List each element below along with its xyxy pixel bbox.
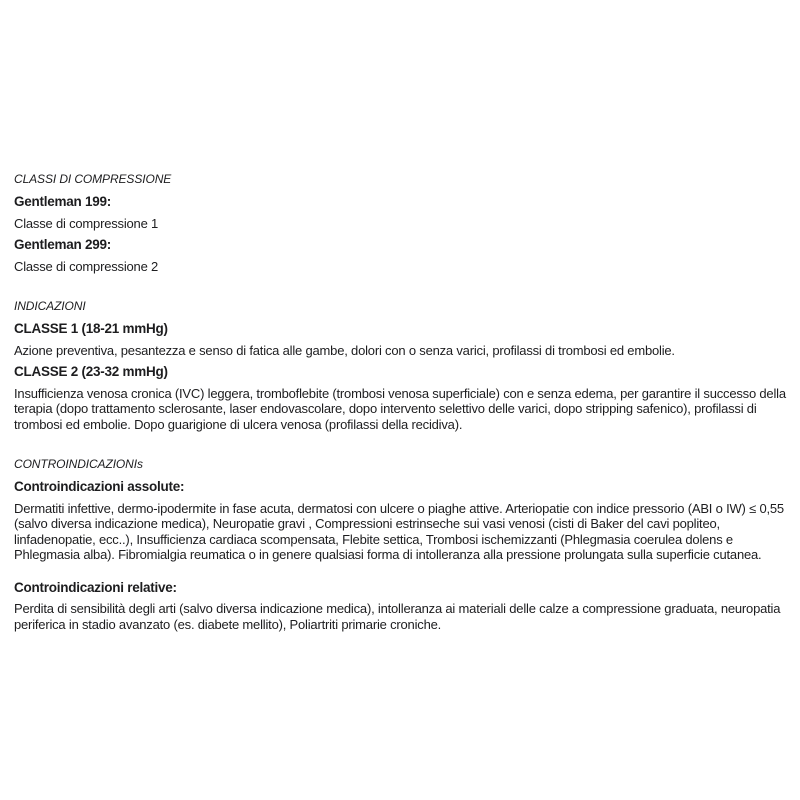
absolute-contraindications-description: Dermatiti infettive, dermo-ipodermite in fase acuta, dermatosi con ulcere o piaghe attive. Arteriopatie con indice pressorio (ABI o IW) ≤ 0,55 (salvo diversa indicazione medica), Neuropatie gravi , Compressioni estrinseche sui vasi venosi (cisti di Baker del cavi popliteo, linfadenopatie, ecc..), Insufficienza cardiaca scompensata, Flebite settica, Trombosi ischemizzanti (Phlegmasia coerulea dolens e Phlegmasia alba). Fibromialgia reumatica o in genere qualsiasi forma di intolleranza alla pressione prolungata sulla superficie cutanea. [14, 500, 784, 562]
relative-contraindications-label: Controindicazioni relative: [14, 579, 177, 595]
relative-contraindications-description: Perdita di sensibilità degli arti (salvo diversa indicazione medica), intolleranza ai materiali delle calze a compressione graduata, neuropatia periferica in stadio avanzato (es. diabete mellito), Poliartriti primarie croniche. [14, 601, 781, 632]
section-heading: INDICAZIONI [14, 299, 86, 313]
class-2-label: CLASSE 2 (23-32 mmHg) [14, 364, 168, 379]
section-heading: CONTROINDICAZIONIs [14, 457, 143, 471]
class-2-description: Insufficienza venosa cronica (IVC) leggera, tromboflebite (trombosi venosa superficiale) con e senza edema, per garantire il successo della terapia (dopo trattamento sclerosante, laser endovascolare, dopo intervento selettivo delle varici, dopo stripping safenico), profilassi di trombosi ed embolie. Dopo guarigione di ulcera venosa (profilassi della recidiva). [14, 385, 786, 432]
class-1-label: CLASSE 1 (18-21 mmHg) [14, 321, 168, 336]
section-contraindications [14, 457, 789, 632]
class-1-description: Azione preventiva, pesantezza e senso di fatica alle gambe, dolori con o senza varici, profilassi di trombosi ed embolie. [14, 342, 675, 358]
product-class-text: Classe di compressione 2 [14, 258, 159, 274]
product-name-label: Gentleman 199: [14, 194, 112, 209]
document-content [14, 172, 789, 632]
absolute-contraindications-label: Controindicazioni assolute: [14, 479, 185, 494]
product-name-label: Gentleman 299: [14, 237, 112, 252]
section-indications [14, 299, 789, 432]
product-class-text: Classe di compressione 1 [14, 215, 159, 231]
section-compression-classes [14, 172, 789, 274]
section-heading: CLASSI DI COMPRESSIONE [14, 172, 172, 186]
